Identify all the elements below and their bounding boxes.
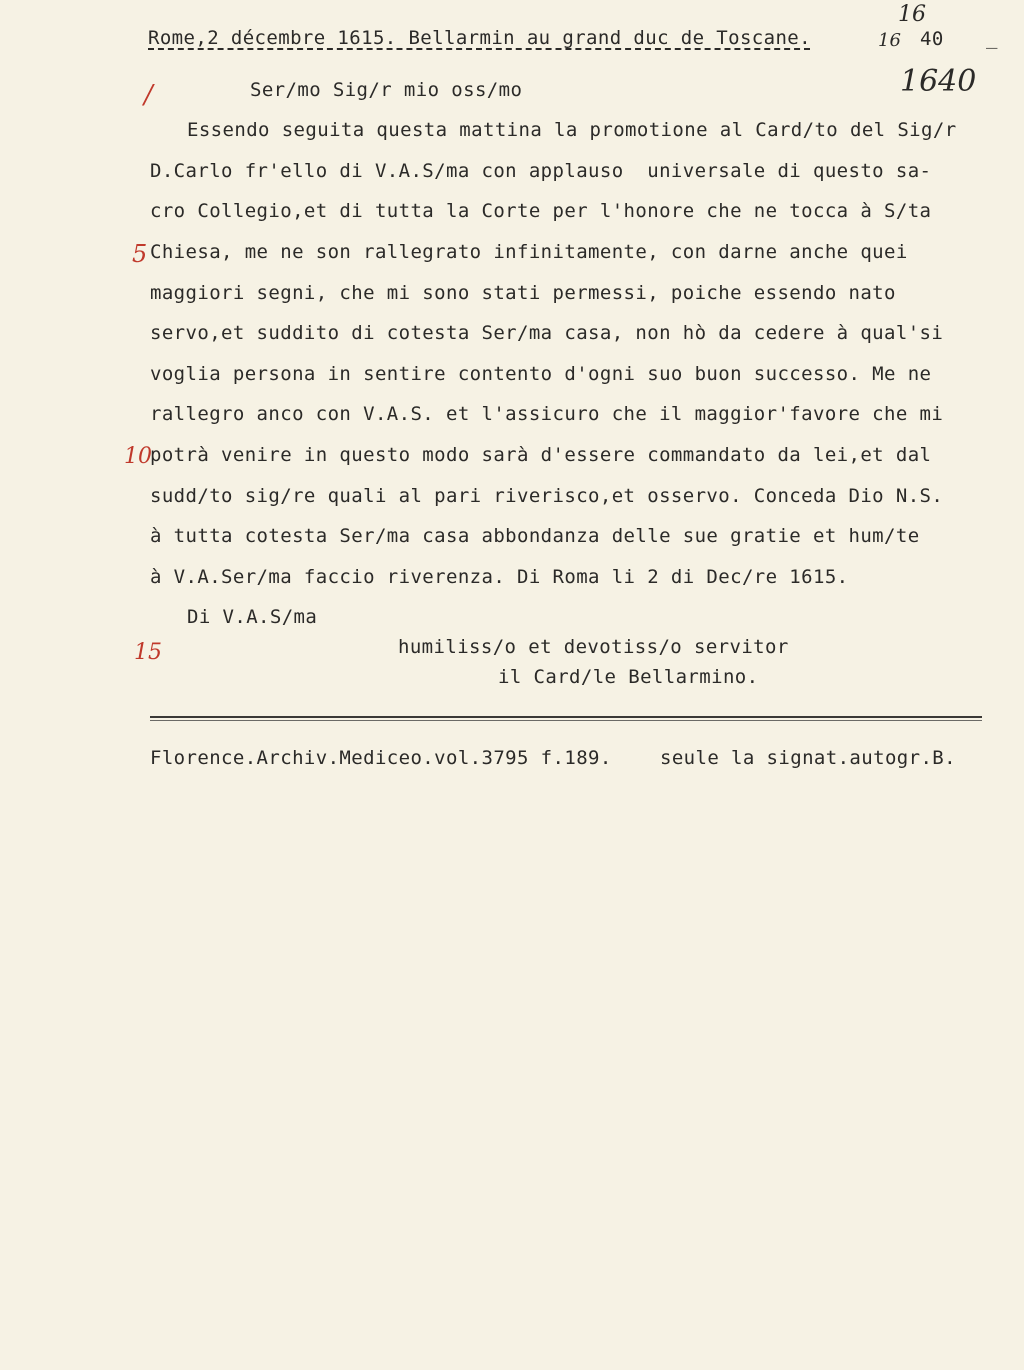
footer-note: seule la signat.autogr.B. (660, 747, 956, 769)
header-number-typed: 40 (920, 28, 944, 50)
salutation: Ser/mo Sig/r mio oss/mo (250, 79, 523, 101)
body-line: servo,et suddito di cotesta Ser/ma casa, non hò da cedere à qual'si (150, 322, 944, 344)
closing-signature: il Card/le Bellarmino. (498, 666, 759, 688)
body-line: D.Carlo fr'ello di V.A.S/ma con applauso universale di questo sa- (150, 160, 932, 182)
separator-rule (150, 716, 982, 718)
footer-source: Florence.Archiv.Mediceo.vol.3795 f.189. (150, 747, 612, 769)
margin-mark-1: / (144, 80, 153, 110)
body-line: maggiori segni, che mi sono stati permessi, poiche essendo nato (150, 282, 896, 304)
body-line: potrà venire in questo modo sarà d'essere commandato da lei,et dal (150, 444, 932, 466)
body-line: cro Collegio,et di tutta la Corte per l'honore che ne tocca à S/ta (150, 200, 932, 222)
margin-number-5: 5 (132, 240, 148, 268)
separator-rule-shadow (150, 720, 982, 721)
body-line: sudd/to sig/re quali al pari riverisco,et osservo. Conceda Dio N.S. (150, 485, 944, 507)
body-line: à V.A.Ser/ma faccio riverenza. Di Roma li 2 di Dec/re 1615. (150, 566, 849, 588)
body-line: voglia persona in sentire contento d'ogni suo buon successo. Me ne (150, 363, 932, 385)
header-number-correction-mid: 16 (878, 30, 901, 51)
body-line: Chiesa, me ne son rallegrato infinitamente, con darne anche quei (150, 241, 908, 263)
header-number-correction-top: 16 (898, 2, 926, 27)
margin-number-15: 15 (134, 640, 162, 665)
header-trailing-dash: _ (986, 27, 998, 49)
closing-di: Di V.A.S/ma (187, 606, 318, 628)
body-line: à tutta cotesta Ser/ma casa abbondanza delle sue gratie et hum/te (150, 525, 920, 547)
closing-humble: humiliss/o et devotiss/o servitor (398, 636, 789, 658)
margin-number-10: 10 (124, 444, 152, 469)
handwritten-page-number: 1640 (900, 64, 977, 99)
body-line: Essendo seguita questa mattina la promotione al Card/to del Sig/r (187, 119, 957, 141)
document-header: Rome,2 décembre 1615. Bellarmin au grand duc de Toscane. (148, 27, 811, 49)
body-line: rallegro anco con V.A.S. et l'assicuro che il maggior'favore che mi (150, 403, 944, 425)
